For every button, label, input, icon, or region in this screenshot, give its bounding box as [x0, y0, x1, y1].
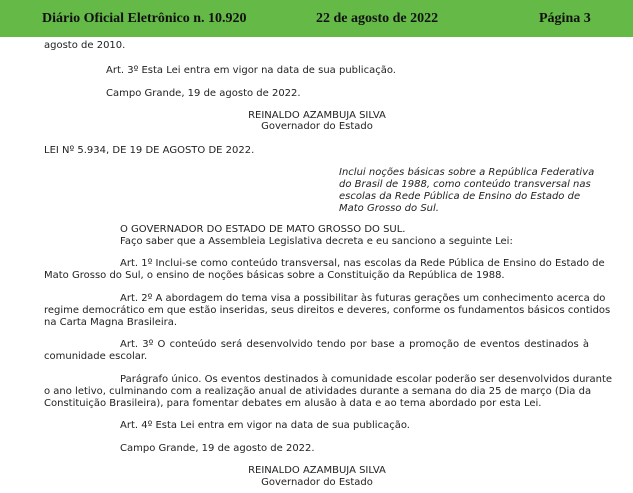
paragrafo-line: Parágrafo único. Os eventos destinados à comunidade escolar poderão ser desenvolvidos durante [120, 374, 613, 385]
prev-law-continuation: agosto de 2010. [44, 40, 126, 51]
art1-line: Mato Grosso do Sul, o ensino de noções básicas sobre a Constituição da República de 1988. [44, 270, 505, 281]
preamble-governor: O GOVERNADOR DO ESTADO DE MATO GROSSO DO SUL. [120, 224, 406, 235]
art2-line: na Carta Magna Brasileira. [44, 317, 178, 328]
art1-line: Art. 1º Inclui-se como conteúdo transversal, nas escolas da Rede Pública de Ensino do Estado de [120, 258, 605, 269]
art2-line: regime democrático em que estão inseridas, seus direitos e deveres, conforme os fundamentos básicos contidos [44, 305, 611, 316]
law-signer-name: REINALDO AZAMBUJA SILVA [248, 465, 386, 476]
page-header [0, 0, 633, 37]
law-signer-role: Governador do Estado [261, 477, 373, 488]
page-number: Página 3 [539, 11, 591, 26]
journal-title: Diário Oficial Eletrônico n. 10.920 [42, 11, 247, 26]
prev-law-art3: Art. 3º Esta Lei entra em vigor na data de sua publicação. [106, 65, 396, 76]
issue-date: 22 de agosto de 2022 [316, 11, 439, 26]
law-title: LEI Nº 5.934, DE 19 DE AGOSTO DE 2022. [44, 145, 255, 156]
art4: Art. 4º Esta Lei entra em vigor na data de sua publicação. [120, 420, 410, 431]
art3-line: Art. 3º O conteúdo será desenvolvido tendo por base a promoção de eventos destinados à [120, 339, 589, 350]
law-place-date: Campo Grande, 19 de agosto de 2022. [120, 443, 315, 454]
paragrafo-line: Constituição Brasileira), para fomentar debates em alusão à data e ao tema abordado por esta Lei. [44, 398, 542, 409]
prev-law-signer-role: Governador do Estado [261, 121, 373, 132]
law-ementa-line: do Brasil de 1988, como conteúdo transversal nas [339, 179, 591, 190]
prev-law-place-date: Campo Grande, 19 de agosto de 2022. [106, 88, 301, 99]
art2-line: Art. 2º A abordagem do tema visa a possibilitar às futuras gerações um conhecimento acerca do [120, 293, 606, 304]
preamble-enactment: Faço saber que a Assembleia Legislativa decreta e eu sanciono a seguinte Lei: [120, 236, 513, 247]
law-ementa-line: Inclui noções básicas sobre a República Federativa [339, 167, 595, 178]
prev-law-signer-name: REINALDO AZAMBUJA SILVA [248, 110, 386, 121]
paragrafo-line: o ano letivo, culminando com a realização anual de atividades durante a semana do dia 25 de março (Dia da [44, 386, 592, 397]
law-ementa-line: Mato Grosso do Sul. [339, 203, 439, 214]
art3-line: comunidade escolar. [44, 351, 148, 362]
law-ementa-line: escolas da Rede Pública de Ensino do Estado de [339, 191, 581, 202]
